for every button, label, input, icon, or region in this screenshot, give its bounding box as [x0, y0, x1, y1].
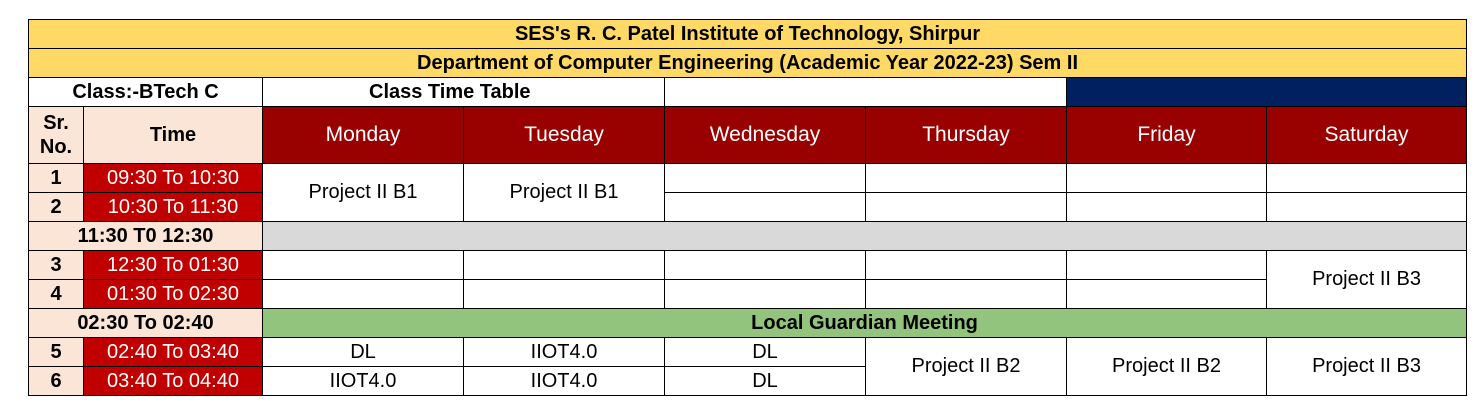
empty-cell	[1267, 193, 1467, 222]
empty-cell	[1067, 251, 1267, 280]
department-title: Department of Computer Engineering (Academic Year 2022-23) Sem II	[29, 49, 1467, 78]
short-break-time: 02:30 To 02:40	[29, 309, 263, 338]
empty-cell	[866, 193, 1067, 222]
slot-time: 03:40 To 04:40	[84, 367, 263, 396]
cell-tuesday-subject: IIOT4.0	[464, 367, 665, 396]
cell-friday-project: Project II B2	[1067, 338, 1267, 396]
cell-wednesday-subject: DL	[665, 367, 866, 396]
day-header-friday: Friday	[1067, 107, 1267, 164]
class-label: Class:-BTech C	[29, 78, 263, 107]
empty-cell	[866, 280, 1067, 309]
sr-no-header: Sr. No.	[29, 107, 84, 164]
cell-thursday-project: Project II B2	[866, 338, 1067, 396]
empty-cell	[464, 280, 665, 309]
slot-time: 12:30 To 01:30	[84, 251, 263, 280]
empty-cell	[866, 251, 1067, 280]
empty-cell	[1067, 164, 1267, 193]
cell-monday-project: Project II B1	[263, 164, 464, 222]
lunch-break-bar	[263, 222, 1467, 251]
empty-cell	[665, 193, 866, 222]
cell-saturday-project: Project II B3	[1267, 251, 1467, 309]
empty-cell	[1267, 164, 1467, 193]
lunch-break-time: 11:30 T0 12:30	[29, 222, 263, 251]
local-guardian-meeting: Local Guardian Meeting	[263, 309, 1467, 338]
time-header: Time	[84, 107, 263, 164]
slot-time: 01:30 To 02:30	[84, 280, 263, 309]
cell-monday-subject: IIOT4.0	[263, 367, 464, 396]
slot-time: 02:40 To 03:40	[84, 338, 263, 367]
day-header-monday: Monday	[263, 107, 464, 164]
institute-title: SES's R. C. Patel Institute of Technology, Shirpur	[29, 20, 1467, 49]
empty-cell	[665, 164, 866, 193]
cell-tuesday-project: Project II B1	[464, 164, 665, 222]
cell-monday-subject: DL	[263, 338, 464, 367]
empty-cell	[866, 164, 1067, 193]
slot-number: 2	[29, 193, 84, 222]
table-title: Class Time Table	[263, 78, 665, 107]
empty-cell	[464, 251, 665, 280]
day-header-wednesday: Wednesday	[665, 107, 866, 164]
empty-cell	[1067, 280, 1267, 309]
day-header-thursday: Thursday	[866, 107, 1067, 164]
empty-cell	[263, 280, 464, 309]
empty-cell	[665, 280, 866, 309]
timetable	[28, 19, 1467, 396]
header-blank-cell	[665, 78, 1067, 107]
empty-cell	[1067, 193, 1267, 222]
cell-saturday-project: Project II B3	[1267, 338, 1467, 396]
slot-number: 6	[29, 367, 84, 396]
slot-number: 5	[29, 338, 84, 367]
day-header-saturday: Saturday	[1267, 107, 1467, 164]
empty-cell	[665, 251, 866, 280]
day-header-tuesday: Tuesday	[464, 107, 665, 164]
slot-number: 1	[29, 164, 84, 193]
empty-cell	[263, 251, 464, 280]
slot-time: 10:30 To 11:30	[84, 193, 263, 222]
slot-number: 4	[29, 280, 84, 309]
header-navy-block	[1067, 78, 1467, 107]
cell-wednesday-subject: DL	[665, 338, 866, 367]
slot-time: 09:30 To 10:30	[84, 164, 263, 193]
cell-tuesday-subject: IIOT4.0	[464, 338, 665, 367]
slot-number: 3	[29, 251, 84, 280]
